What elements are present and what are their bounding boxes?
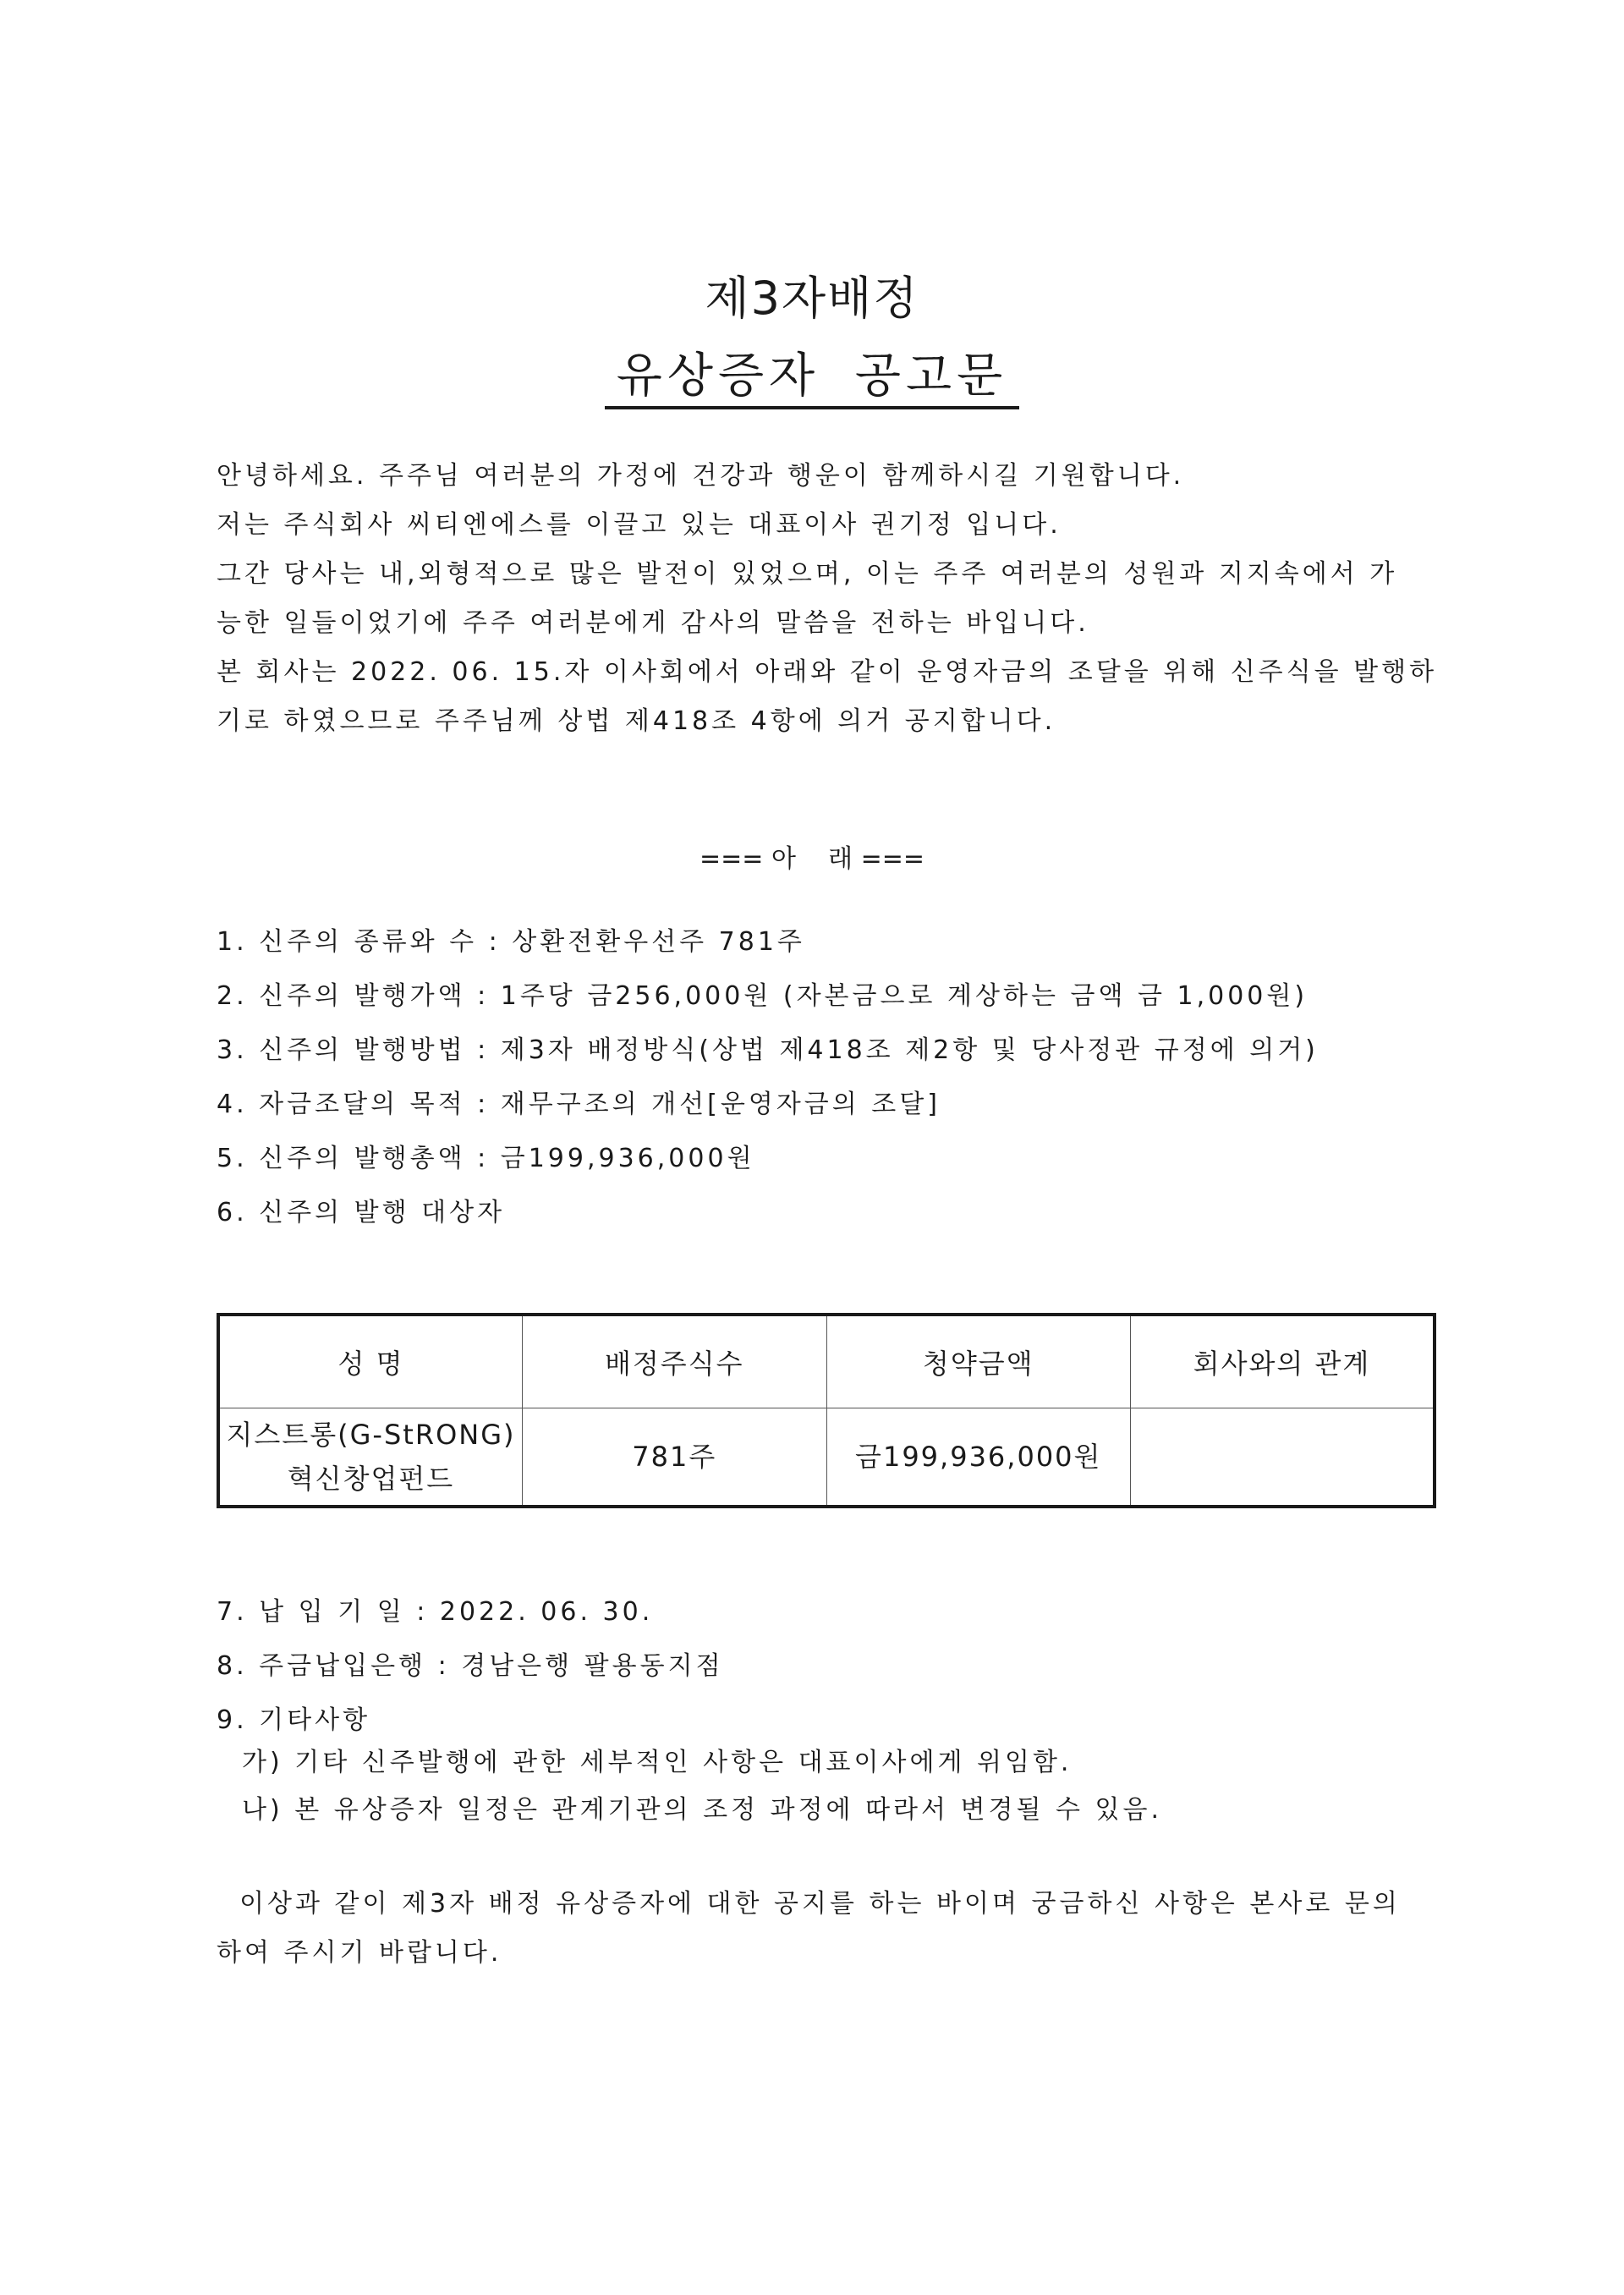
list-item: 6. 신주의 발행 대상자 (217, 1198, 506, 1227)
investor-name-line1: 지스트롱(G-StRONG) (226, 1419, 516, 1451)
sub-item: 나) 본 유상증자 일정은 관계기관의 조정 과정에 따라서 변경될 수 있음. (242, 1795, 1163, 1825)
closing-line: 이상과 같이 제3자 배정 유상증자에 대한 공지를 하는 바이며 궁금하신 사항은 본사로 문의 (217, 1889, 1401, 1919)
list-item: 5. 신주의 발행총액 : 금199,936,000원 (217, 1144, 755, 1173)
table-cell-relation (1131, 1408, 1435, 1507)
list-item: 1. 신주의 종류와 수 : 상환전환우선주 781주 (217, 927, 805, 957)
allocation-table (217, 1313, 1436, 1508)
list-item: 9. 기타사항 (217, 1705, 371, 1735)
list-item: 7. 납 입 기 일 : 2022. 06. 30. (217, 1597, 654, 1627)
intro-line: 기로 하였으므로 주주님께 상법 제418조 4항에 의거 공지합니다. (217, 706, 1056, 736)
list-item: 3. 신주의 발행방법 : 제3자 배정방식(상법 제418조 제2항 및 당사정관 규정에 의거) (217, 1035, 1319, 1065)
document-subtitle (0, 347, 1624, 409)
table-header-relation: 회사와의 관계 (1131, 1315, 1435, 1408)
list-item: 8. 주금납입은행 : 경남은행 팔용동지점 (217, 1651, 724, 1681)
table-cell-name (218, 1408, 523, 1507)
section-separator: === 아 래 === (700, 844, 924, 874)
intro-line: 그간 당사는 내,외형적으로 많은 발전이 있었으며, 이는 주주 여러분의 성원과 지지속에서 가 (217, 559, 1398, 589)
sub-item: 가) 기타 신주발행에 관한 세부적인 사항은 대표이사에게 위임함. (242, 1748, 1073, 1777)
intro-line: 안녕하세요. 주주님 여러분의 가정에 건강과 행운이 함께하시길 기원합니다. (217, 461, 1185, 491)
table-header-name: 성 명 (218, 1315, 523, 1408)
table-header-amount: 청약금액 (826, 1315, 1131, 1408)
table-row (218, 1408, 1435, 1507)
document-subtitle-text: 유상증자 공고문 (605, 347, 1019, 409)
intro-paragraph (217, 452, 1438, 746)
table-cell-shares: 781주 (523, 1408, 827, 1507)
table-header-row (218, 1315, 1435, 1408)
document-title: 제3자배정 (705, 272, 919, 325)
list-item: 2. 신주의 발행가액 : 1주당 금256,000원 (자본금으로 계상하는 금액 금 1,000원) (217, 981, 1309, 1011)
intro-line: 능한 일들이었기에 주주 여러분에게 감사의 말씀을 전하는 바입니다. (217, 608, 1089, 638)
intro-line: 저는 주식회사 씨티엔에스를 이끌고 있는 대표이사 권기정 입니다. (217, 510, 1062, 540)
closing-paragraph (217, 1880, 1418, 1978)
closing-line: 하여 주시기 바랍니다. (217, 1938, 502, 1968)
list-item: 4. 자금조달의 목적 : 재무구조의 개선[운영자금의 조달] (217, 1090, 941, 1119)
table-cell-amount: 금199,936,000원 (826, 1408, 1131, 1507)
table-header-shares: 배정주식수 (523, 1315, 827, 1408)
investor-name-line2: 혁신창업펀드 (287, 1463, 455, 1495)
intro-line: 본 회사는 2022. 06. 15.자 이사회에서 아래와 같이 운영자금의 조달을 위해 신주식을 발행하 (217, 657, 1438, 687)
